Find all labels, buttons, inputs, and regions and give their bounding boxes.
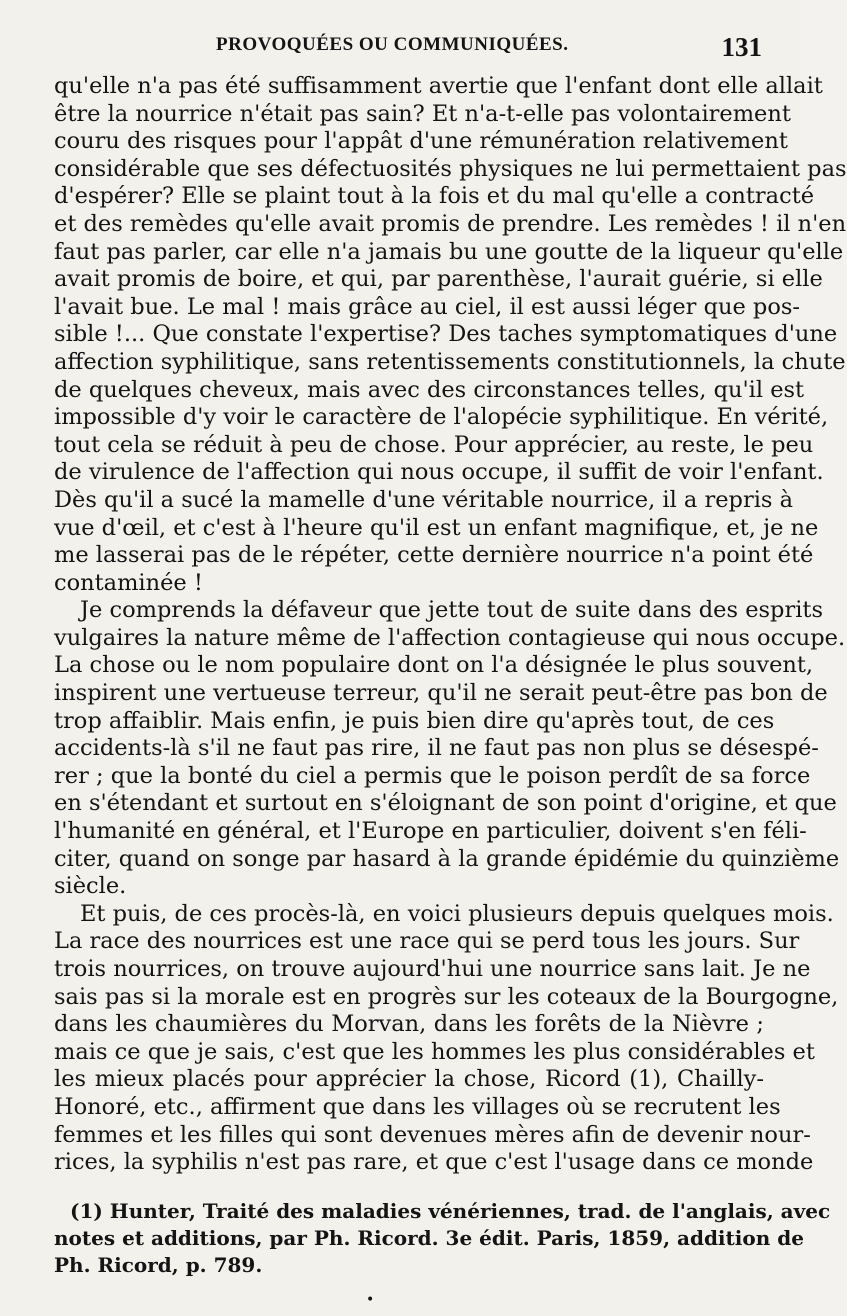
text-line: l'humanité en général, et l'Europe en particulier, doivent s'en féli- [54, 818, 807, 845]
page-header [54, 30, 770, 70]
text-line: dans les chaumières du Morvan, dans les forêts de la Nièvre ; [54, 1011, 764, 1038]
text-line: de quelques cheveux, mais avec des circonstances telles, qu'il est [54, 376, 805, 403]
footnote-line: (1) Hunter, Traité des maladies vénériennes, trad. de l'anglais, avec [70, 1199, 831, 1223]
text-line: Dès qu'il a sucé la mamelle d'une véritable nourrice, il a repris à [54, 486, 794, 513]
text-line: affection syphilitique, sans retentissements constitutionnels, la chute [54, 348, 846, 375]
text-line: d'espérer? Elle se plaint tout à la fois et du mal qu'elle a contracté [54, 183, 815, 210]
text-line: me lasserai pas de le répéter, cette dernière nourrice n'a point été [54, 542, 814, 569]
text-line: inspirent une vertueuse terreur, qu'il ne serait peut-être pas bon de [54, 680, 828, 707]
text-line: citer, quand on songe par hasard à la grande épidémie du quinzième [54, 845, 840, 872]
text-line: contaminée ! [54, 569, 203, 596]
text-line: La race des nourrices est une race qui se perd tous les jours. Sur [54, 928, 800, 955]
text-line: faut pas parler, car elle n'a jamais bu une goutte de la liqueur qu'elle [54, 238, 844, 265]
text-line: Je comprends la défaveur que jette tout de suite dans des esprits [80, 597, 824, 624]
text-line: impossible d'y voir le caractère de l'alopécie syphilitique. En vérité, [54, 404, 829, 431]
body-text [54, 73, 847, 1177]
footnotes [54, 1198, 831, 1279]
bottom-mark: • [366, 1292, 375, 1308]
text-line: siècle. [54, 873, 127, 900]
text-line: en s'étendant et surtout en s'éloignant de son point d'origine, et que [54, 790, 837, 817]
text-line: femmes et les filles qui sont devenues mères afin de devenir nour- [54, 1121, 811, 1148]
footnote-line: notes et additions, par Ph. Ricord. 3e édit. Paris, 1859, addition de [54, 1226, 804, 1250]
text-line: de virulence de l'affection qui nous occupe, il suffit de voir l'enfant. [54, 459, 824, 486]
text-line: sais pas si la morale est en progrès sur les coteaux de la Bourgogne, [54, 983, 839, 1010]
text-line: les mieux placés pour apprécier la chose, Ricord (1), Chailly- [54, 1066, 764, 1093]
text-line: trois nourrices, on trouve aujourd'hui une nourrice sans lait. Je ne [54, 956, 811, 982]
text-line: vulgaires la nature même de l'affection contagieuse qui nous occupe. [54, 624, 846, 651]
text-line: trop affaiblir. Mais enfin, je puis bien dire qu'après tout, de ces [54, 707, 775, 734]
text-line: Honoré, etc., affirment que dans les villages où se recrutent les [54, 1093, 781, 1120]
text-line: vue d'œil, et c'est à l'heure qu'il est un enfant magnifique, et, je ne [54, 514, 819, 541]
text-line: Et puis, de ces procès-là, en voici plusieurs depuis quelques mois. [80, 900, 834, 927]
text-line: rices, la syphilis n'est pas rare, et que c'est l'usage dans ce monde [54, 1149, 814, 1176]
text-line: sible !... Que constate l'expertise? Des taches symptomatiques d'une [54, 321, 838, 348]
text-line: l'avait bue. Le mal ! mais grâce au ciel, il est aussi léger que pos- [54, 293, 801, 320]
text-line: mais ce que je sais, c'est que les hommes les plus considérables et [54, 1038, 815, 1065]
text-line: qu'elle n'a pas été suffisamment avertie que l'enfant dont elle allait [54, 73, 823, 99]
text-line: avait promis de boire, et qui, par parenthèse, l'aurait guérie, si elle [54, 266, 823, 293]
text-line: considérable que ses défectuosités physiques ne lui permettaient pas [54, 155, 847, 182]
footnote-line: Ph. Ricord, p. 789. [54, 1253, 263, 1277]
text-line: tout cela se réduit à peu de chose. Pour apprécier, au reste, le peu [54, 431, 814, 458]
text-line: être la nourrice n'était pas sain? Et n'a-t-elle pas volontairement [54, 100, 791, 127]
running-title: PROVOQUÉES OU COMMUNIQUÉES. [216, 34, 569, 55]
text-line: accidents-là s'il ne faut pas rire, il ne faut pas non plus se désespé- [54, 735, 819, 762]
text-line: rer ; que la bonté du ciel a permis que le poison perdît de sa force [54, 762, 811, 789]
page-number: 131 [721, 32, 762, 62]
text-line: et des remèdes qu'elle avait promis de prendre. Les remèdes ! il n'en [54, 210, 847, 237]
text-line: couru des risques pour l'appât d'une rémunération relativement [54, 128, 788, 155]
text-line: La chose ou le nom populaire dont on l'a désignée le plus souvent, [54, 652, 814, 679]
